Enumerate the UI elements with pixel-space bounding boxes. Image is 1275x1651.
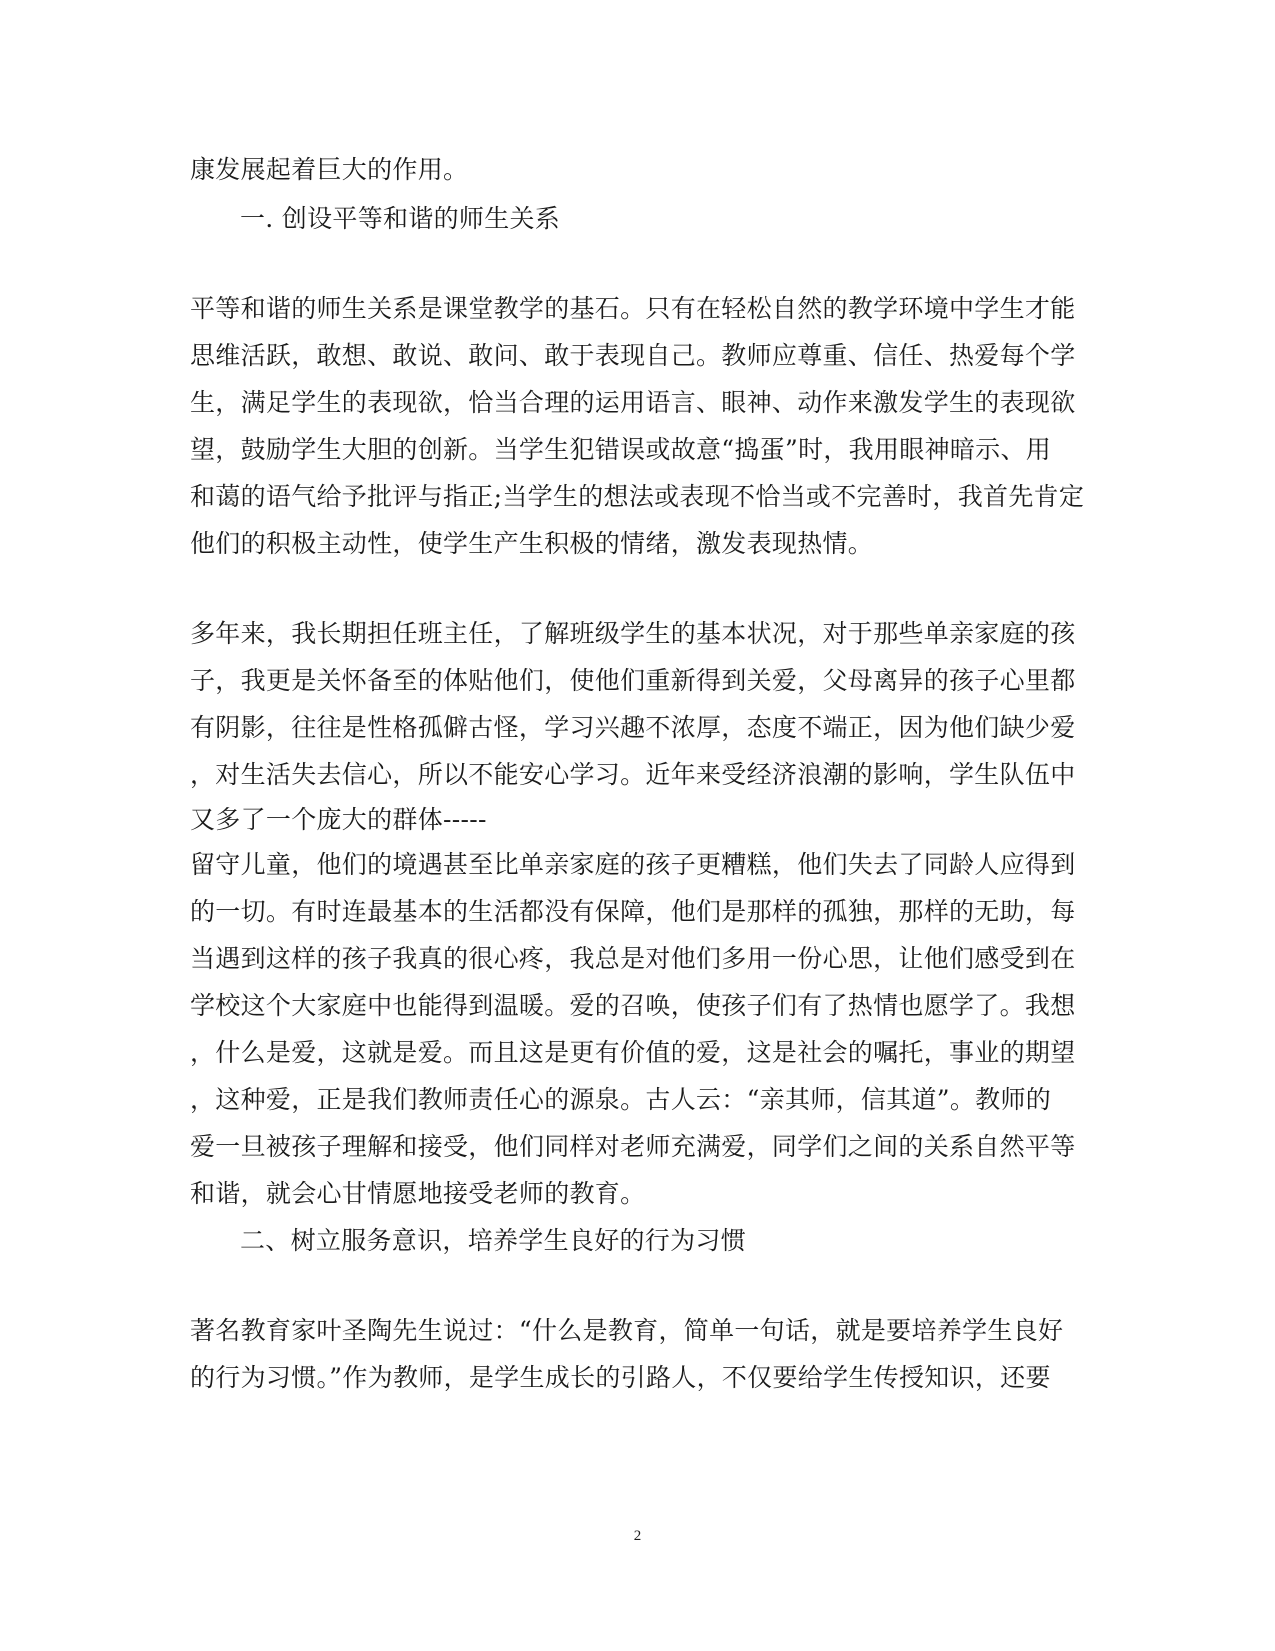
- text-line: ，对生活失去信心，所以不能安心学习。近年来受经济浪潮的影响，学生队伍中: [190, 760, 1076, 789]
- text-line: 留守儿童，他们的境遇甚至比单亲家庭的孩子更糟糕，他们失去了同龄人应得到: [190, 850, 1076, 879]
- page-number: 2: [633, 1528, 642, 1544]
- text-line: 的一切。有时连最基本的生活都没有保障，他们是那样的孤独，那样的无助，每: [190, 897, 1076, 926]
- text-line: 思维活跃，敢想、敢说、敢问、敢于表现自己。教师应尊重、信任、热爱每个学: [190, 341, 1076, 370]
- text-line: 平等和谐的师生关系是课堂教学的基石。只有在轻松自然的教学环境中学生才能: [190, 294, 1076, 323]
- text-line: 和蔼的语气给予批评与指正;当学生的想法或表现不恰当或不完善时，我首先肯定: [190, 482, 1085, 511]
- text-line: ，这种爱，正是我们教师责任心的源泉。古人云：“亲其师，信其道”。教师的: [190, 1085, 1052, 1114]
- text-line: 学校这个大家庭中也能得到温暖。爱的召唤，使孩子们有了热情也愿学了。我想: [190, 991, 1076, 1020]
- section-heading: 一. 创设平等和谐的师生关系: [240, 204, 561, 233]
- text-line: 当遇到这样的孩子我真的很心疼，我总是对他们多用一份心思，让他们感受到在: [190, 944, 1076, 973]
- text-line: 他们的积极主动性，使学生产生积极的情绪，激发表现热情。: [190, 529, 874, 558]
- text-line: 又多了一个庞大的群体-----: [190, 805, 487, 834]
- text-line: 有阴影，往往是性格孤僻古怪，学习兴趣不浓厚，态度不端正，因为他们缺少爱: [190, 713, 1076, 742]
- text-line: 著名教育家叶圣陶先生说过：“什么是教育，简单一句话，就是要培养学生良好: [190, 1316, 1064, 1345]
- section-heading: 二、树立服务意识，培养学生良好的行为习惯: [240, 1226, 747, 1255]
- text-line: 子，我更是关怀备至的体贴他们，使他们重新得到关爱，父母离异的孩子心里都: [190, 666, 1076, 695]
- text-line: 多年来，我长期担任班主任，了解班级学生的基本状况，对于那些单亲家庭的孩: [190, 619, 1076, 648]
- text-line: 和谐，就会心甘情愿地接受老师的教育。: [190, 1179, 646, 1208]
- text-line: 康发展起着巨大的作用。: [190, 155, 469, 184]
- text-line: 爱一旦被孩子理解和接受，他们同样对老师充满爱，同学们之间的关系自然平等: [190, 1132, 1076, 1161]
- text-line: 望，鼓励学生大胆的创新。当学生犯错误或故意“捣蛋”时，我用眼神暗示、用: [190, 435, 1052, 464]
- text-line: 生，满足学生的表现欲，恰当合理的运用语言、眼神、动作来激发学生的表现欲: [190, 388, 1076, 417]
- text-line: ，什么是爱，这就是爱。而且这是更有价值的爱，这是社会的嘱托，事业的期望: [190, 1038, 1076, 1067]
- text-line: 的行为习惯。”作为教师，是学生成长的引路人，不仅要给学生传授知识，还要: [190, 1363, 1051, 1392]
